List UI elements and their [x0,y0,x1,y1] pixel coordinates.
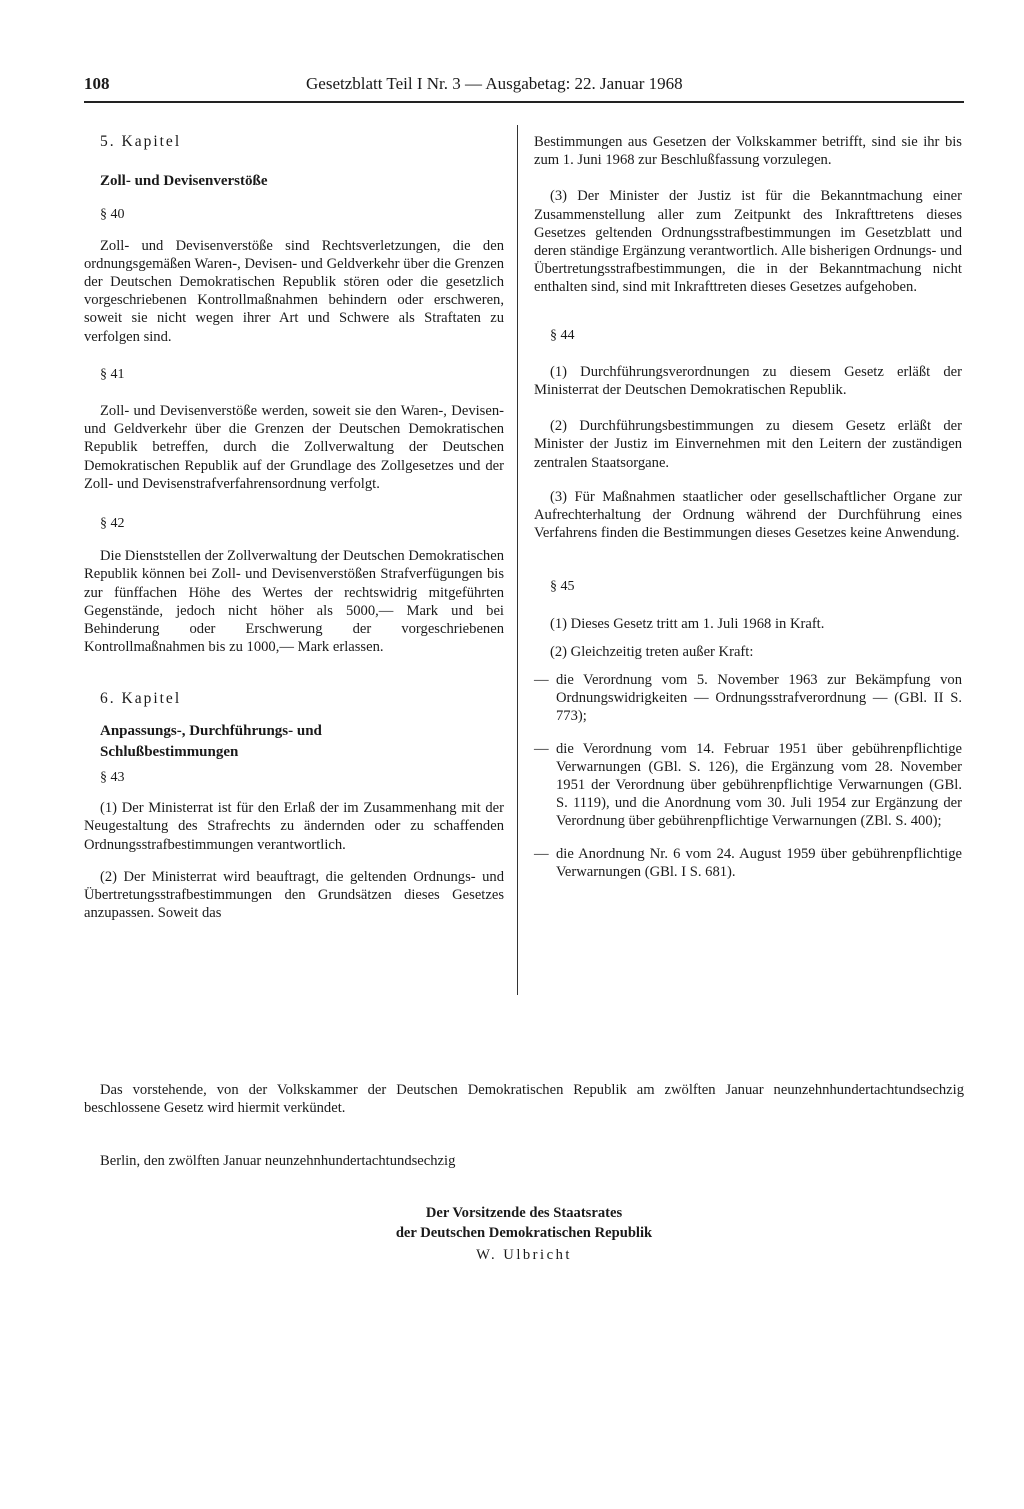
signatory-name: W. Ulbricht [476,1247,572,1263]
section-44-para-1: (1) Durchführungsverordnungen zu diesem Gesetz erläßt der Ministerrat der Deutschen Demokratischen Republik. [534,363,962,399]
chapter-5-title: Zoll- und Devisenverstöße [100,173,268,190]
place-date: Berlin, den zwölften Januar neunzehnhundertachtundsechzig [100,1153,456,1169]
repeal-item-text: die Anordnung Nr. 6 vom 24. August 1959 über gebührenpflichtige Verwarnungen (GBl. I S. 681). [556,845,962,880]
section-43-label: § 43 [100,770,125,786]
dash-bullet: — [534,845,549,862]
section-45-label: § 45 [550,579,575,595]
signature-block [84,1203,964,1265]
section-40-text: Zoll- und Devisenverstöße sind Rechtsverletzungen, die den ordnungsgemäßen Waren-, Devisen- und Geldverkehr über die Grenzen der Deutschen Demokratischen Republik stören oder die gesetzlich vorgeschriebenen Kontrollmaßnahmen behindern oder erschweren, soweit sie nicht wegen ihrer Art und Schwere als Straftaten zu verfolgen sind. [84,237,504,345]
repeal-item [534,671,962,726]
section-43-para-1: (1) Der Ministerrat ist für den Erlaß der im Zusammenhang mit der Neugestaltung des Strafrechts zu ändernden oder zu schaffenden Ordnungsstrafbestimmungen verantwortlich. [84,800,504,853]
section-42-text: Die Dienststellen der Zollverwaltung der Deutschen Demokratischen Republik können bei Zoll- und Devisenverstößen Strafverfügungen bis zur fünffachen Höhe des Wertes der rechtswidrig mitgeführten Gegenstände, jedoch nicht höher als 5000,— Mark und bei Behinderung oder Erschwerung der vorgeschriebenen Kontrollmaßnahmen bis zu 1000,— Mark erlassen. [84,548,504,656]
chapter-6-title-line1: Anpassungs-, Durchführungs- und [100,722,322,739]
section-44-label: § 44 [550,327,575,343]
section-45-para-1: (1) Dieses Gesetz tritt am 1. Juli 1968 in Kraft. [550,615,825,632]
section-41-label: § 41 [100,366,125,382]
dash-bullet: — [534,740,549,757]
header-rule [84,101,964,103]
signatory-title-line2: der Deutschen Demokratischen Republik [395,1225,653,1241]
chapter-6-title-line2: Schlußbestimmungen [100,743,239,760]
section-45-para-2: (2) Gleichzeitig treten außer Kraft: [550,643,754,660]
repeal-item-text: die Verordnung vom 14. Februar 1951 über gebührenpflichtige Verwarnungen (GBl. S. 126), die Ergänzung vom 28. November 1951 der Verordnung über gebührenpflichtige Verwarnungen (GBl. S. 1119), und die Anordnung vom 30. Juli 1954 zur Ergänzung der Verordnung über gebührenpflichtige Verwarnungen (ZBl. S. 400); [556,740,962,830]
dash-bullet: — [534,672,549,689]
running-header: Gesetzblatt Teil I Nr. 3 — Ausgabetag: 22. Januar 1968 [306,74,683,93]
repeal-item-text: die Verordnung vom 5. November 1963 zur Bekämpfung von Ordnungswidrigkeiten — Ordnungsstrafverordnung — (GBl. II S. 773); [556,672,962,725]
section-43-para-2: (2) Der Ministerrat wird beauftragt, die geltenden Ordnungs- und Übertretungsstrafbestimmungen den Grundsätzen dieses Gesetzes anzupassen. Soweit das [84,868,504,922]
promulgation-text: Das vorstehende, von der Volkskammer der Deutschen Demokratischen Republik am zwölften Januar neunzehnhundertachtundsechzig beschlossene Gesetz wird hiermit verkündet. [84,1082,964,1117]
page-number: 108 [84,74,110,93]
repeal-item [534,740,962,831]
section-41-text: Zoll- und Devisenverstöße werden, soweit sie den Waren-, Devisen- und Geldverkehr über die Grenzen der Deutschen Demokratischen Republik betreffen, durch die Zollverwaltung der Deutschen Demokratischen Republik auf der Grundlage des Zollgesetzes und der Zoll- und Devisenstrafverfahrensordnung verfolgt. [84,403,504,492]
repeal-item [534,845,962,881]
column-divider [517,125,518,995]
chapter-5-heading: 5. Kapitel [100,133,182,150]
section-43-continuation: Bestimmungen aus Gesetzen der Volkskammer betrifft, sind sie ihr bis zum 1. Juni 1968 zur Beschlußfassung vorzulegen. [534,134,962,169]
section-44-para-3: (3) Für Maßnahmen staatlicher oder gesellschaftlicher Organe zur Aufrechterhaltung der Ordnung während der Durchführung eines Verfahrens finden die Bestimmungen dieses Gesetzes keine Anwendung. [534,488,962,542]
left-column [84,133,504,923]
signatory-title-line1: Der Vorsitzende des Staatsrates [425,1205,623,1221]
section-43-para-3: (3) Der Minister der Justiz ist für die Bekanntmachung einer Zusammenstellung aller zum Zeitpunkt des Inkrafttretens dieses Gesetzes geltenden Ordnungsstrafbestimmungen im Gesetzblatt und deren ständige Ergänzung verantwortlich. Alle bisherigen Ordnungs- und Übertretungsstrafbestimmungen, die in der Bekanntmachung nicht enthalten sind, sind mit Inkrafttreten dieses Gesetzes aufgehoben. [534,188,962,296]
section-40-label: § 40 [100,207,125,223]
right-column [534,133,962,881]
place-date-block [84,1152,964,1170]
promulgation-block [84,1081,964,1117]
chapter-6-heading: 6. Kapitel [100,690,182,708]
section-42-label: § 42 [100,516,125,532]
section-44-para-2: (2) Durchführungsbestimmungen zu diesem Gesetz erläßt der Minister der Justiz im Einvernehmen mit den Leitern der zuständigen zentralen Staatsorgane. [534,418,962,471]
